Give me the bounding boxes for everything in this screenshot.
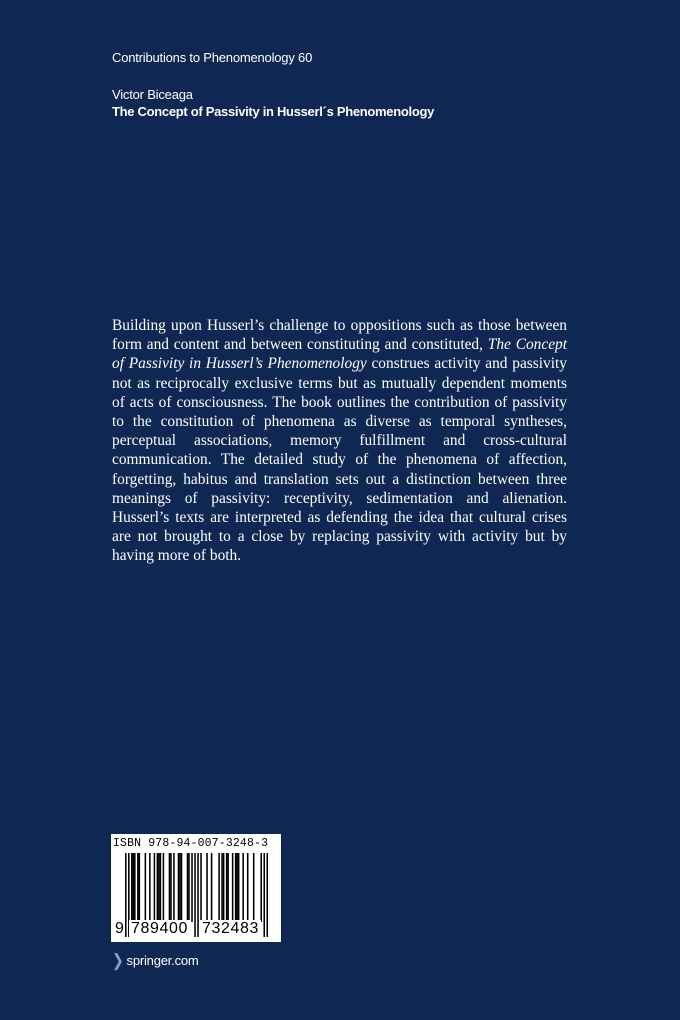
barcode-bar	[170, 853, 172, 922]
barcode-digit-first: 9	[115, 920, 124, 937]
barcode-bar	[253, 853, 255, 922]
book-description	[112, 316, 567, 566]
author-name: Victor Biceaga	[112, 87, 193, 102]
barcode-bar	[191, 853, 193, 922]
barcode-bar	[160, 853, 162, 922]
barcode-bar	[247, 853, 249, 922]
barcode-bar	[157, 853, 159, 922]
barcode-bar	[206, 853, 208, 922]
barcode-bar	[187, 853, 189, 922]
book-title: The Concept of Passivity in Husserl´s Phenomenology	[112, 104, 435, 119]
barcode-bar	[178, 853, 180, 922]
barcode-bar	[154, 853, 156, 922]
barcode-bar	[134, 853, 136, 922]
barcode-bar	[235, 853, 237, 922]
series-title: Contributions to Phenomenology 60	[112, 50, 313, 65]
barcode-bar	[211, 853, 213, 922]
barcode-bar	[173, 853, 175, 922]
chevron-right-icon: ❯	[112, 950, 124, 970]
barcode-bar	[149, 853, 151, 922]
barcode-bar	[226, 853, 228, 922]
barcode-bar	[227, 853, 229, 922]
barcode-bar	[223, 853, 225, 922]
publisher-url: springer.com	[126, 953, 199, 968]
barcode-bar	[221, 853, 223, 922]
barcode-bar	[131, 853, 133, 922]
isbn-barcode	[111, 834, 281, 942]
barcode-bar	[260, 853, 262, 922]
barcode-bar	[133, 853, 135, 922]
barcode-bar	[238, 853, 240, 922]
publisher-link[interactable]	[112, 952, 199, 969]
barcode-bar	[145, 853, 147, 922]
barcode-bar	[139, 853, 141, 922]
barcode-bar	[242, 853, 244, 922]
barcode-digits-right: 732483	[202, 920, 259, 937]
barcode-bar	[232, 853, 234, 922]
description-italic-title: The Concept of Passivity in Husserl’s Phenomenology	[112, 336, 567, 373]
description-text-1: Building upon Husserl’s challenge to oppositions such as those between form and content and between constituting and constituted,	[112, 317, 567, 354]
barcode-bar	[181, 853, 183, 922]
barcode-bar	[158, 853, 160, 922]
barcode-digits-left: 789400	[131, 920, 188, 937]
barcode-bar	[169, 853, 171, 922]
barcode-digits	[111, 920, 281, 940]
barcode-bar	[137, 853, 139, 922]
barcode-bar	[179, 853, 181, 922]
isbn-label: ISBN 978-94-007-3248-3	[113, 837, 269, 850]
barcode-bar	[188, 853, 190, 922]
barcode-bar	[236, 853, 238, 922]
barcode-bar	[200, 853, 202, 922]
description-text-2: construes activity and passivity not as reciprocally exclusive terms but as mutually dependent moments of acts of consciousness. The book outlines the contribution of passivity to the constitution of phenomena as diverse as temporal syntheses, perceptual associations, memory fulfillment and cross-cultural communication. The detailed study of the phenomena of affection, forgetting, habitus and translation sets out a distinction between three meanings of passivity: receptivity, sedimentation and alienation. Husserl’s texts are interpreted as defending the idea that cultural crises are not brought to a close by replacing passivity with activity but by having more of both.	[112, 355, 567, 565]
barcode-bar	[163, 853, 165, 922]
barcode-bar	[218, 853, 220, 922]
